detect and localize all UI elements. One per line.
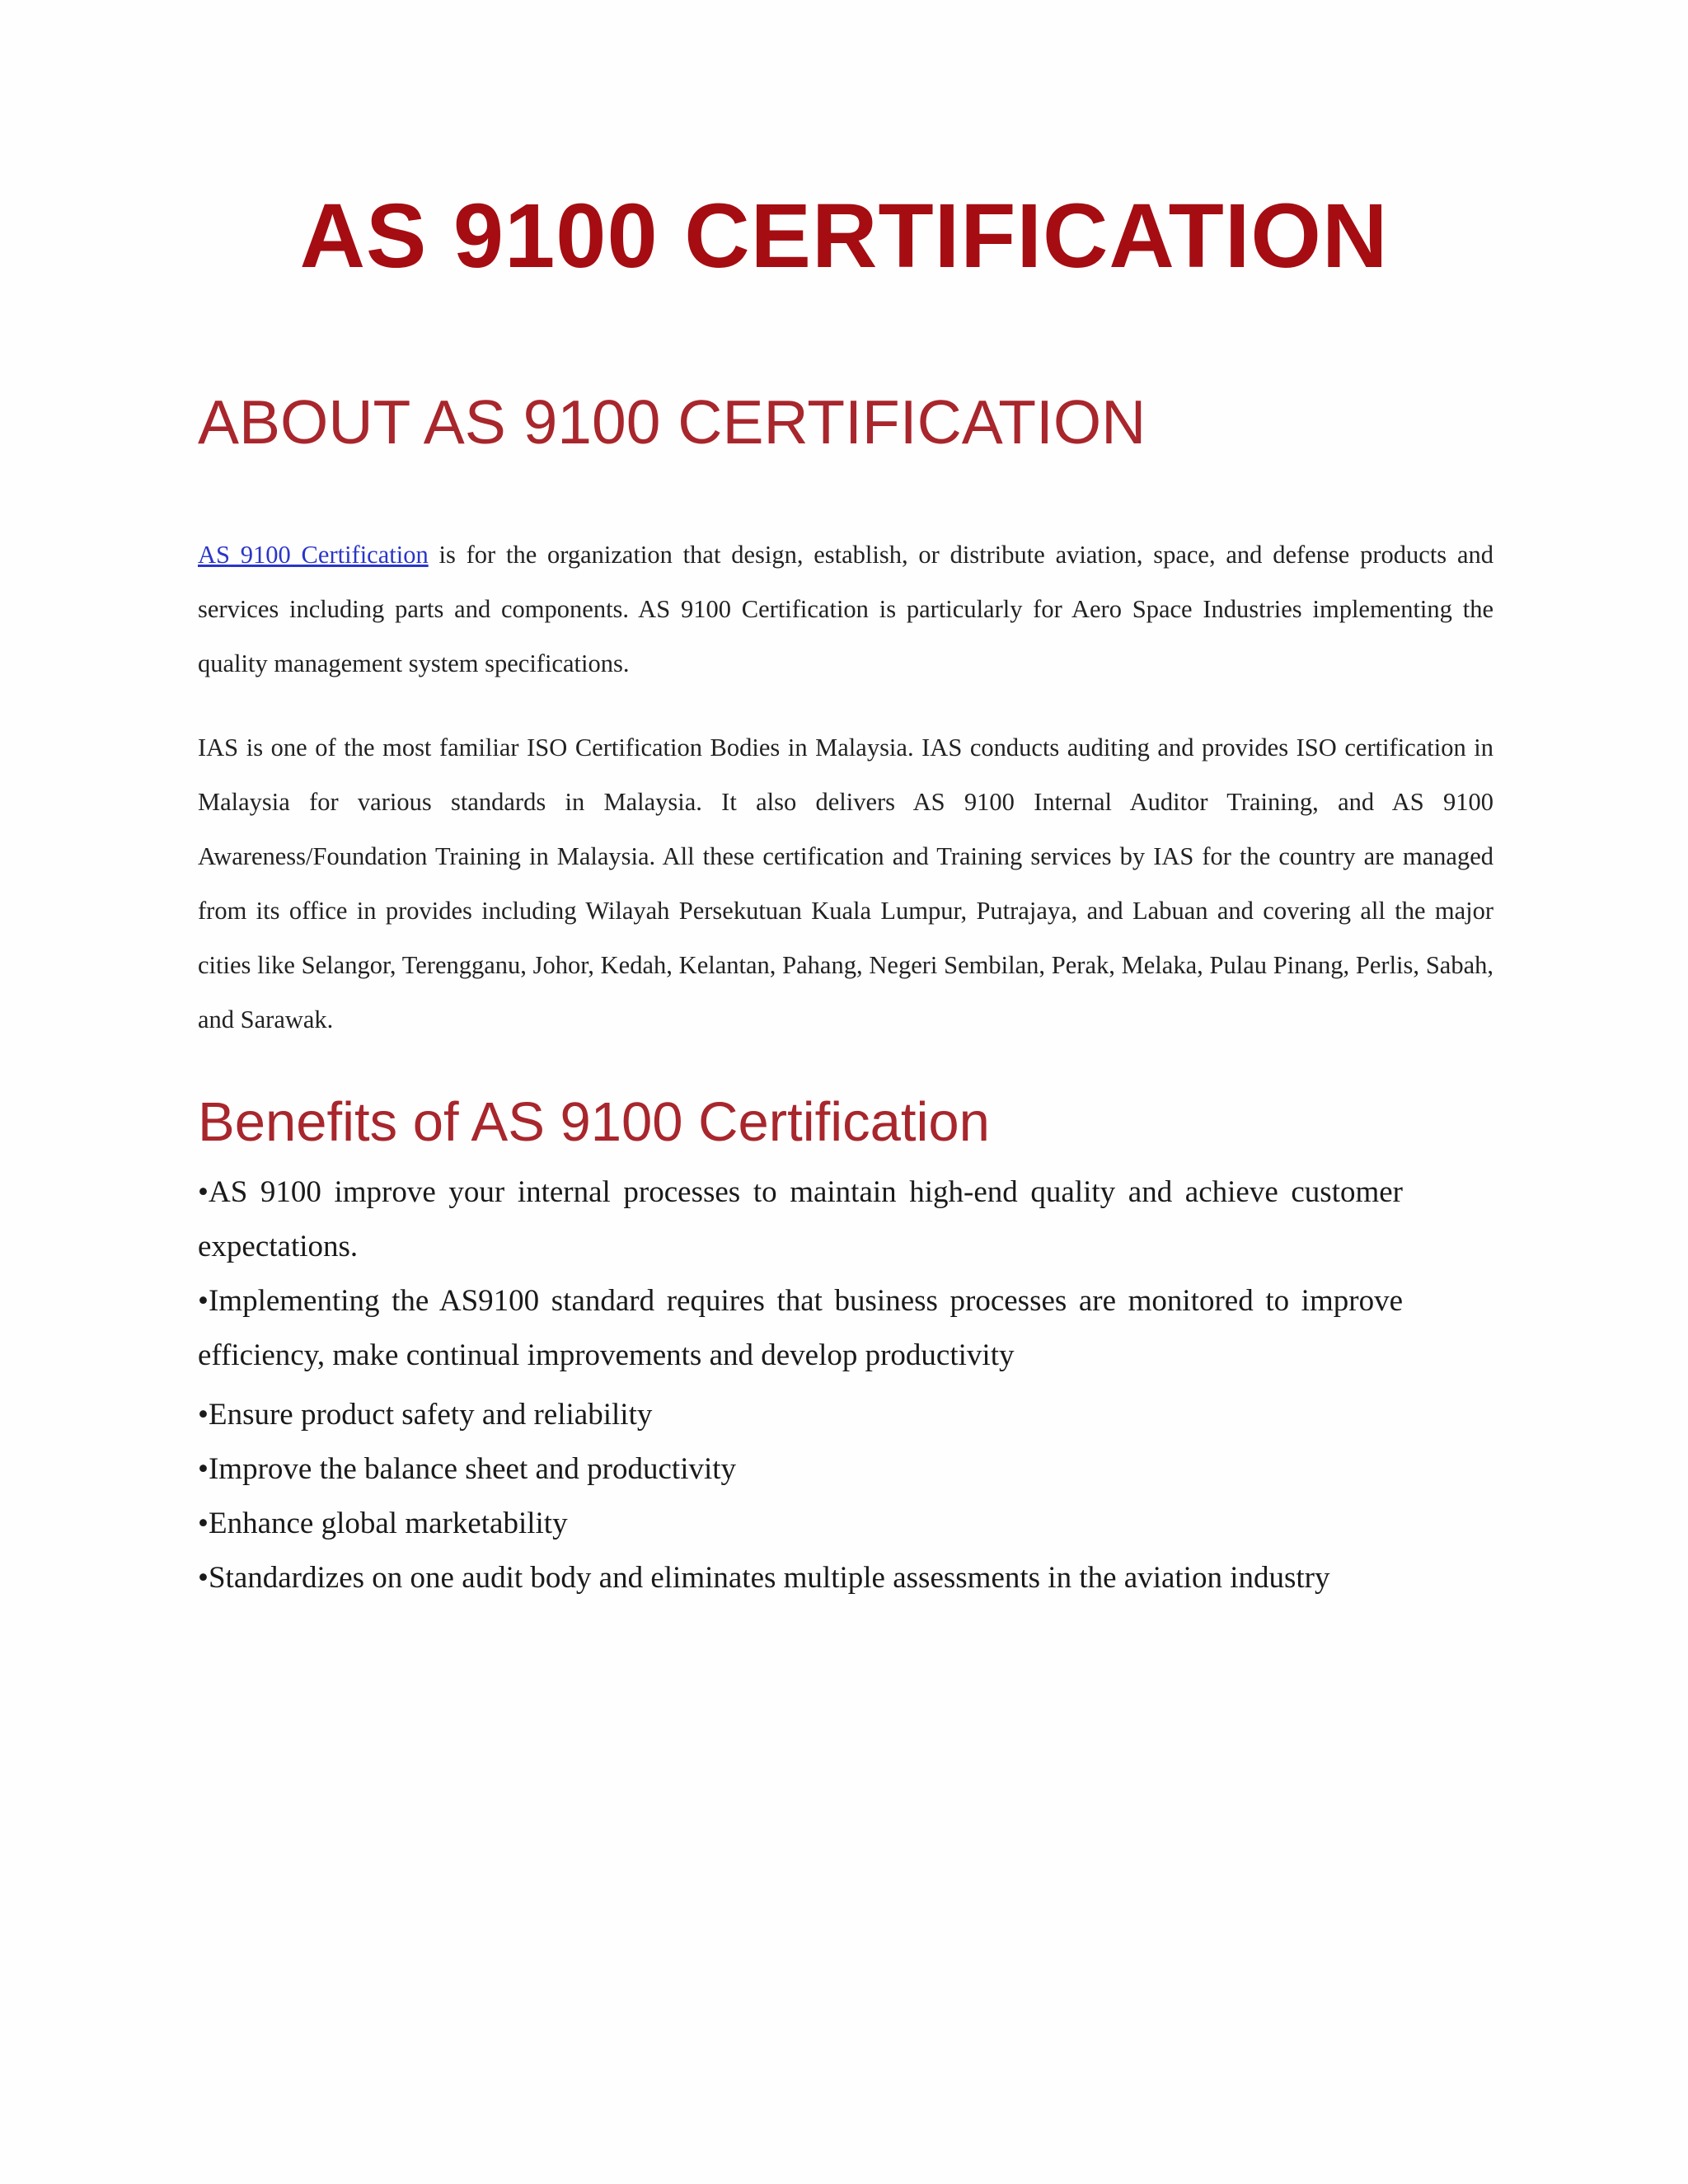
benefit-text: Enhance global marketability — [208, 1507, 568, 1540]
benefit-item — [198, 1497, 1403, 1551]
bullet-icon: • — [198, 1284, 209, 1318]
bullet-icon: • — [198, 1452, 209, 1486]
benefits-heading: Benefits of AS 9100 Certification — [198, 1091, 990, 1153]
benefit-text: Standardizes on one audit body and eliminates multiple assessments in the aviation industry — [208, 1561, 1330, 1595]
bullet-icon: • — [198, 1175, 209, 1209]
bullet-icon: • — [198, 1398, 209, 1432]
benefit-text: AS 9100 improve your internal processes to maintain high-end quality and achieve customer expectations. — [198, 1175, 1403, 1263]
bullet-icon: • — [198, 1561, 209, 1595]
intro-paragraph — [198, 527, 1493, 691]
benefit-item — [198, 1551, 1403, 1605]
ias-paragraph: IAS is one of the most familiar ISO Certification Bodies in Malaysia. IAS conducts auditing and provides ISO certification in Malaysia for various standards in Malaysia. It also delivers AS 9100 Internal Auditor Training, and AS 9100 Awareness/Foundation Training in Malaysia. All these certification and Training services by IAS for the country are managed from its office in provides including Wilayah Persekutuan Kuala Lumpur, Putrajaya, and Labuan and covering all the major cities like Selangor, Terengganu, Johor, Kedah, Kelantan, Pahang, Negeri Sembilan, Perak, Melaka, Pulau Pinang, Perlis, Sabah, and Sarawak. — [198, 733, 1493, 1033]
benefit-item — [198, 1165, 1403, 1274]
benefit-item — [198, 1274, 1403, 1383]
benefit-item — [198, 1442, 1403, 1497]
about-heading: ABOUT AS 9100 CERTIFICATION — [198, 387, 1146, 457]
benefit-item — [198, 1388, 1403, 1442]
as9100-certification-link[interactable]: AS 9100 Certification — [198, 541, 429, 569]
document-title: AS 9100 CERTIFICATION — [299, 185, 1389, 287]
intro-paragraph-text: is for the organization that design, establish, or distribute aviation, space, and defense products and services including parts and components. AS 9100 Certification is particularly for Aero Space Industries implementing the quality management system specifications. — [198, 541, 1493, 677]
benefit-text: Implementing the AS9100 standard requires that business processes are monitored to improve efficiency, make continual improvements and develop productivity — [198, 1284, 1403, 1372]
benefit-text: Improve the balance sheet and productivity — [208, 1452, 737, 1486]
bullet-icon: • — [198, 1507, 209, 1540]
benefits-list — [198, 1165, 1403, 1605]
benefit-text: Ensure product safety and reliability — [208, 1398, 653, 1432]
